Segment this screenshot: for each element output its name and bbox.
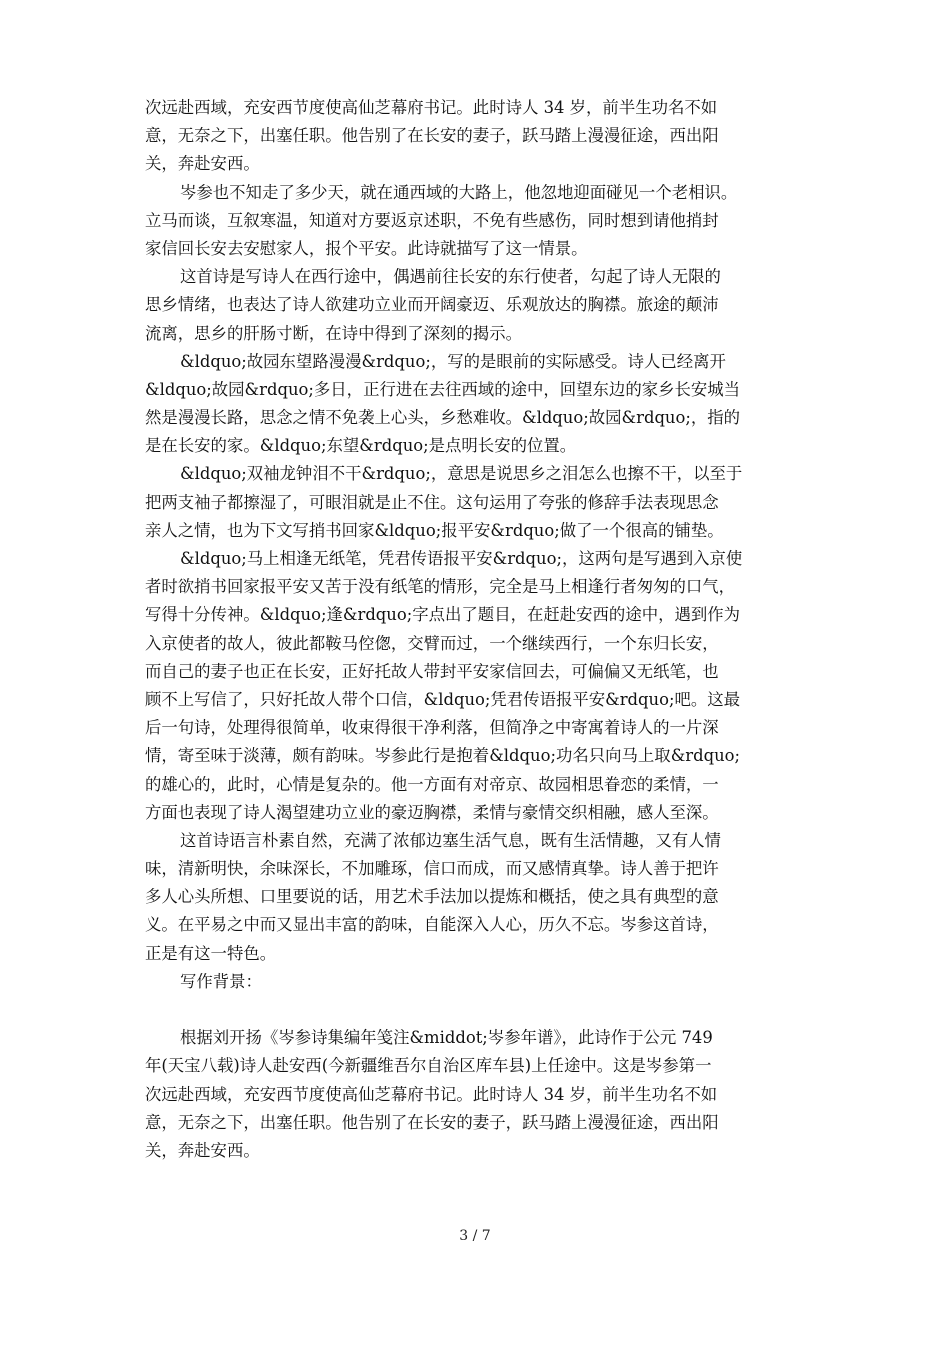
text-line: 亲人之情，也为下文写捎书回家&ldquo;报平安&rdquo;做了一个很高的铺垫。 [145, 520, 724, 540]
text-line: 意，无奈之下，出塞任职。他告别了在长安的妻子，跃马踏上漫漫征途，西出阳 [145, 126, 719, 146]
text-line: 根据刘开扬《岑参诗集编年笺注&middot;岑参年谱》，此诗作于公元 749 [180, 1028, 713, 1048]
text-line: 家信回长安去安慰家人，报个平安。此诗就描写了这一情景。 [145, 238, 588, 258]
blank-line [145, 996, 811, 1024]
text-line: 味，清新明快，余味深长，不加雕琢，信口而成，而又感情真挚。诗人善于把许 [145, 859, 719, 879]
text-line: 而自己的妻子也正在长安，正好托故人带封平安家信回去，可偏偏又无纸笔，也 [145, 661, 719, 681]
text-line: 写作背景： [180, 971, 262, 991]
text-line: 次远赴西域，充安西节度使高仙芝幕府书记。此时诗人 34 岁，前半生功名不如 [145, 98, 718, 117]
text-line: &ldquo;故园&rdquo;多日，正行进在去往西域的途中，回望东边的家乡长安城当 [145, 379, 741, 399]
text-line: 写得十分传神。&ldquo;逢&rdquo;字点出了题目，在赶赴安西的途中，遇到作为 [145, 605, 741, 625]
text-line: 立马而谈，互叙寒温，知道对方要返京述职，不免有些感伤，同时想到请他捎封 [145, 210, 719, 230]
text-line: 正是有这一特色。 [145, 943, 277, 963]
text-line: 意，无奈之下，出塞任职。他告别了在长安的妻子，跃马踏上漫漫征途，西出阳 [145, 1112, 719, 1132]
text-line: &ldquo;故园东望路漫漫&rdquo;，写的是眼前的实际感受。诗人已经离开 [180, 351, 726, 371]
text-line: 情，寄至味于淡薄，颇有韵味。岑参此行是抱着&ldquo;功名只向马上取&rdquo; [145, 746, 741, 766]
text-line: 关，奔赴安西。 [145, 154, 260, 174]
page-number: 3 / 7 [459, 1228, 491, 1244]
text-line: 这首诗语言朴素自然，充满了浓郁边塞生活气息，既有生活情趣，又有人情 [180, 830, 721, 850]
text-line: &ldquo;马上相逢无纸笔，凭君传语报平安&rdquo;，这两句是写遇到入京使 [180, 549, 743, 568]
text-line: 然是漫漫长路，思念之情不免袭上心头，乡愁难收。&ldquo;故园&rdquo;，指的 [145, 408, 741, 428]
text-line: 流离，思乡的肝肠寸断，在诗中得到了深刻的揭示。 [145, 323, 522, 343]
text-line: 是在长安的家。&ldquo;东望&rdquo;是点明长安的位置。 [145, 436, 577, 456]
text-line: 方面也表现了诗人渴望建功立业的豪迈胸襟，柔情与豪情交织相融，感人至深。 [145, 802, 719, 822]
text-line: 后一句诗，处理得很简单，收束得很干净利落，但简净之中寄寓着诗人的一片深 [145, 718, 719, 738]
text-line: 者时欲捎书回家报平安又苦于没有纸笔的情形，完全是马上相逢行者匆匆的口气， [145, 577, 736, 597]
text-line: 把两支袖子都擦湿了，可眼泪就是止不住。这句运用了夸张的修辞手法表现思念 [145, 492, 719, 512]
text-line: 的雄心的，此时，心情是复杂的。他一方面有对帝京、故园相思眷恋的柔情，一 [145, 774, 719, 794]
text-line: 年(天宝八载)诗人赴安西(今新疆维吾尔自治区库车县)上任途中。这是岑参第一 [145, 1056, 712, 1076]
text-line: 入京使者的故人，彼此都鞍马倥偬，交臂而过，一个继续西行，一个东归长安， [145, 633, 719, 653]
text-line: &ldquo;双袖龙钟泪不干&rdquo;，意思是说思乡之泪怎么也擦不干，以至于 [180, 464, 743, 484]
text-line: 思乡情绪，也表达了诗人欲建功立业而开阔豪迈、乐观放达的胸襟。旅途的颠沛 [145, 295, 719, 315]
text-line: 这首诗是写诗人在西行途中，偶遇前往长安的东行使者，勾起了诗人无限的 [180, 267, 721, 287]
text-line: 次远赴西域，充安西节度使高仙芝幕府书记。此时诗人 34 岁，前半生功名不如 [145, 1084, 718, 1104]
text-line: 义。在平易之中而又显出丰富的韵味，自能深入人心，历久不忘。岑参这首诗， [145, 915, 719, 935]
text-line: 多人心头所想、口里要说的话，用艺术手法加以提炼和概括，使之具有典型的意 [145, 887, 719, 907]
text-line: 岑参也不知走了多少天，就在通西域的大路上，他忽地迎面碰见一个老相识。 [180, 182, 738, 202]
document-body [145, 94, 811, 1165]
text-line: 关，奔赴安西。 [145, 1140, 260, 1160]
text-line: 顾不上写信了，只好托故人带个口信，&ldquo;凭君传语报平安&rdquo;吧。这最 [145, 689, 741, 709]
